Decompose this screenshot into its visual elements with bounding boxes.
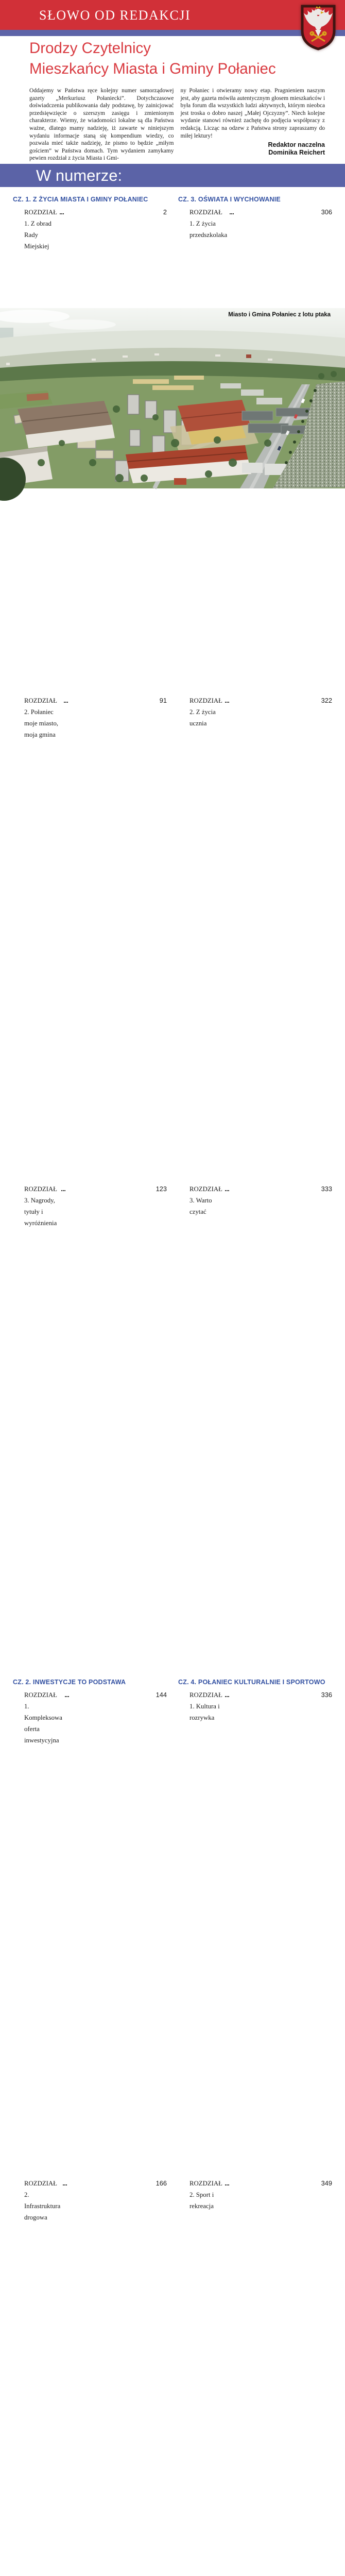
- article-columns: [29, 87, 325, 162]
- masthead-title: SŁOWO OD REDAKCJI: [39, 8, 191, 23]
- dot-leader: [63, 2184, 67, 2185]
- dot-leader: [225, 1696, 229, 1697]
- toc-item: ROZDZIAŁ 2. Infrastruktura drogowa 166: [13, 2178, 167, 2576]
- toc-item: ROZDZIAŁ 2. Połaniec moje miasto, moja gmina 91: [13, 695, 167, 1183]
- article-title-line2: Mieszkańcy Miasta i Gminy Połaniec: [29, 60, 276, 77]
- toc-section-4: [178, 1679, 332, 2576]
- toc-column-right: [178, 196, 332, 2576]
- editor-role: Redaktor naczelna: [268, 141, 325, 149]
- article-column-right-text: ny Połaniec i otwieramy nowy etap. Pragnieniem naszym jest, aby gazeta mówiła autentycznym głosem mieszkańców i była forum dla wszystkich ludzi aktywnych, którym nieobca jest troska o dobro naszej „Małej Ojczyzny”. Niech kolejne wydanie stanowi również zachętę do podjęcia współpracy z redakcją. Licząc na odzew z Państwa strony zapraszamy do miłej lektury!: [180, 88, 325, 139]
- article-title: [29, 38, 325, 79]
- toc-section-1-title: CZ. 1. Z ŻYCIA MIASTA I GMINY POŁANIEC: [13, 196, 148, 203]
- distant-church: [246, 354, 251, 358]
- article-column-right: [181, 87, 325, 162]
- aerial-photo: [0, 308, 345, 488]
- toc-item: ROZDZIAŁ 1. Z życia przedszkolaka 306: [178, 207, 332, 695]
- toc-banner-label: W numerze:: [36, 166, 123, 184]
- editor-signature: [181, 141, 325, 157]
- toc-item: ROZDZIAŁ 1. Kompleksowa oferta inwestycyjna 144: [13, 1689, 167, 2178]
- toc-item: ROZDZIAŁ 3. Warto czytać 333: [178, 1183, 332, 1672]
- dot-leader: [60, 213, 64, 214]
- toc-item: ROZDZIAŁ 2. Sport i rekreacja 349: [178, 2178, 332, 2576]
- editor-name: Dominika Reichert: [268, 149, 325, 157]
- dot-leader: [65, 1696, 69, 1697]
- toc-section-2-title: CZ. 2. INWESTYCJE TO PODSTAWA: [13, 1679, 126, 1686]
- dot-leader: [225, 2184, 229, 2185]
- aerial-photo-illustration: [0, 308, 345, 488]
- masthead-banner: [0, 0, 345, 30]
- toc-item: ROZDZIAŁ 1. Kultura i rozrywka 336: [178, 1689, 332, 2178]
- toc-item: ROZDZIAŁ 1. Z obrad Rady Miejskiej 2: [13, 207, 167, 695]
- masthead-stripe: [0, 30, 345, 36]
- toc-banner: [0, 164, 345, 187]
- toc-section-3-title: CZ. 3. OŚWIATA I WYCHOWANIE: [178, 196, 281, 203]
- dot-leader: [64, 702, 68, 703]
- table-of-contents: [13, 196, 332, 2576]
- toc-section-4-title: CZ. 4. POŁANIEC KULTURALNIE I SPORTOWO: [178, 1679, 325, 1686]
- toc-item: ROZDZIAŁ 3. Nagrody, tytuły i wyróżnienia 123: [13, 1183, 167, 1672]
- photo-caption: Miasto i Gmina Połaniec z lotu ptaka: [228, 312, 331, 318]
- article-column-left: Oddajemy w Państwa ręce kolejny numer samorządowej gazety „Merkuriusz Połaniecki”. Dotychczasowe doświadczenia publikowania dały podstawę, by zainicjować przedsięwzięcie o szerszym zasięgu i zmienionym charakterze. Wiemy, że wiadomości lokalne są dla Państwa ważne, dlatego mamy nadzieję, iż zawarte w niniejszym wydaniu informacje staną się kompendium wiedzy, co pozwala mieć także nadzieję, że pismo to będzie „miłym gościem” w Państwa domach. Tym wydaniem zamykamy pewien rozdział z życia Miasta i Gmi-: [29, 88, 174, 162]
- article-title-line1: Drodzy Czytelnicy: [29, 40, 151, 57]
- dot-leader: [225, 1190, 229, 1191]
- dot-leader: [61, 1190, 65, 1191]
- editorial-article: [29, 38, 325, 162]
- dot-leader: [230, 213, 234, 214]
- dot-leader: [225, 702, 229, 703]
- toc-item: ROZDZIAŁ 2. Z życia ucznia 322: [178, 695, 332, 1183]
- toc-column-left: [13, 196, 167, 2576]
- toc-section-2: [13, 1679, 167, 2576]
